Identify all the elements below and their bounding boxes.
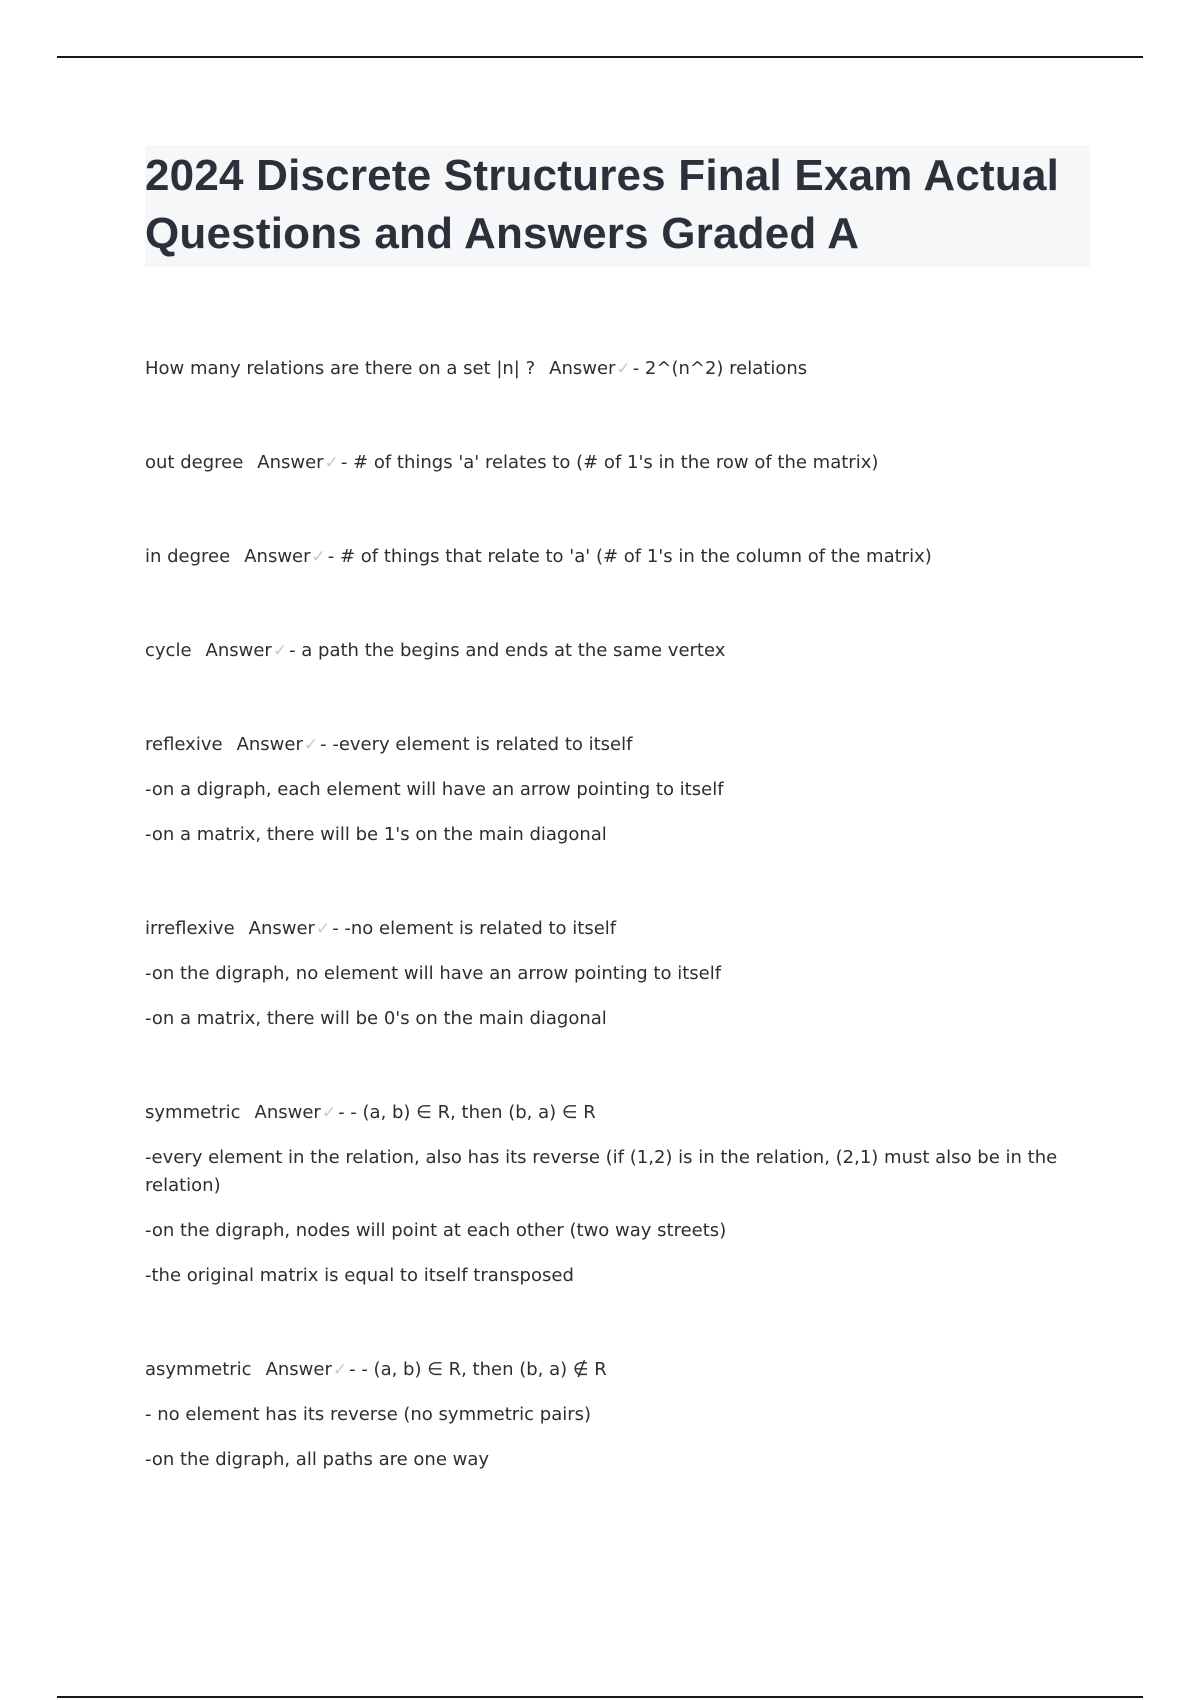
qa-detail-line: -on a digraph, each element will have an arrow pointing to itself bbox=[145, 779, 724, 800]
qa-detail-line: -on the digraph, nodes will point at each other (two way streets) bbox=[145, 1220, 727, 1241]
qa-list bbox=[145, 355, 1090, 1474]
document-title: 2024 Discrete Structures Final Exam Actual Questions and Answers Graded A bbox=[145, 145, 1090, 267]
check-icon: ✓ bbox=[315, 919, 331, 939]
check-icon: ✓ bbox=[272, 641, 288, 661]
answer-label: Answer bbox=[205, 640, 272, 661]
qa-term: symmetric bbox=[145, 1102, 241, 1123]
qa-item bbox=[145, 1356, 1090, 1474]
qa-answer: - a path the begins and ends at the same vertex bbox=[289, 640, 726, 661]
qa-question-line bbox=[145, 355, 1090, 383]
qa-answer: - -every element is related to itself bbox=[320, 734, 633, 755]
check-icon: ✓ bbox=[303, 735, 319, 755]
document-body bbox=[145, 145, 1090, 1540]
check-icon: ✓ bbox=[324, 453, 339, 473]
qa-item bbox=[145, 637, 1090, 665]
qa-question-line bbox=[145, 731, 1090, 759]
qa-item bbox=[145, 543, 1090, 571]
qa-question-line bbox=[145, 1356, 1090, 1384]
qa-question-line bbox=[145, 449, 1090, 477]
qa-detail-line: -on a matrix, there will be 0's on the main diagonal bbox=[145, 1008, 607, 1029]
qa-answer: - - (a, b) ∈ R, then (b, a) ∉ R bbox=[349, 1359, 607, 1380]
check-icon: ✓ bbox=[321, 1103, 337, 1123]
qa-detail-line: -every element in the relation, also has its reverse (if (1,2) is in the relation, (2,1) must also be in the relation) bbox=[145, 1147, 1058, 1196]
qa-answer: - 2^(n^2) relations bbox=[632, 358, 808, 379]
bottom-rule bbox=[57, 1696, 1143, 1698]
qa-term: irreflexive bbox=[145, 918, 235, 939]
answer-label: Answer bbox=[257, 452, 324, 473]
qa-detail-line: -on a matrix, there will be 1's on the main diagonal bbox=[145, 824, 607, 845]
qa-term: in degree bbox=[145, 546, 231, 567]
qa-term: reflexive bbox=[145, 734, 223, 755]
qa-term: How many relations are there on a set |n| ? bbox=[145, 358, 536, 379]
qa-answer: - - (a, b) ∈ R, then (b, a) ∈ R bbox=[338, 1102, 596, 1123]
answer-label: Answer bbox=[248, 918, 315, 939]
qa-item bbox=[145, 731, 1090, 849]
top-rule bbox=[57, 56, 1143, 58]
qa-item bbox=[145, 355, 1090, 383]
qa-detail-line: -on the digraph, all paths are one way bbox=[145, 1449, 490, 1470]
qa-answer: - # of things 'a' relates to (# of 1's in the row of the matrix) bbox=[340, 452, 879, 473]
qa-item bbox=[145, 915, 1090, 1033]
qa-question-line bbox=[145, 915, 1090, 943]
check-icon: ✓ bbox=[332, 1360, 348, 1380]
qa-item bbox=[145, 1099, 1090, 1290]
qa-question-line bbox=[145, 1099, 1090, 1127]
check-icon: ✓ bbox=[311, 547, 326, 567]
answer-label: Answer bbox=[265, 1359, 332, 1380]
answer-label: Answer bbox=[549, 358, 616, 379]
qa-question-line bbox=[145, 543, 1090, 571]
qa-item bbox=[145, 449, 1090, 477]
qa-term: asymmetric bbox=[145, 1359, 252, 1380]
qa-term: out degree bbox=[145, 452, 244, 473]
qa-detail-line: -on the digraph, no element will have an arrow pointing to itself bbox=[145, 963, 722, 984]
qa-answer: - -no element is related to itself bbox=[332, 918, 617, 939]
qa-answer: - # of things that relate to 'a' (# of 1's in the column of the matrix) bbox=[327, 546, 932, 567]
qa-question-line bbox=[145, 637, 1090, 665]
answer-label: Answer bbox=[244, 546, 311, 567]
qa-detail-line: -the original matrix is equal to itself transposed bbox=[145, 1265, 574, 1286]
answer-label: Answer bbox=[236, 734, 303, 755]
check-icon: ✓ bbox=[616, 359, 631, 379]
qa-detail-line: - no element has its reverse (no symmetric pairs) bbox=[145, 1404, 592, 1425]
answer-label: Answer bbox=[254, 1102, 321, 1123]
qa-term: cycle bbox=[145, 640, 192, 661]
